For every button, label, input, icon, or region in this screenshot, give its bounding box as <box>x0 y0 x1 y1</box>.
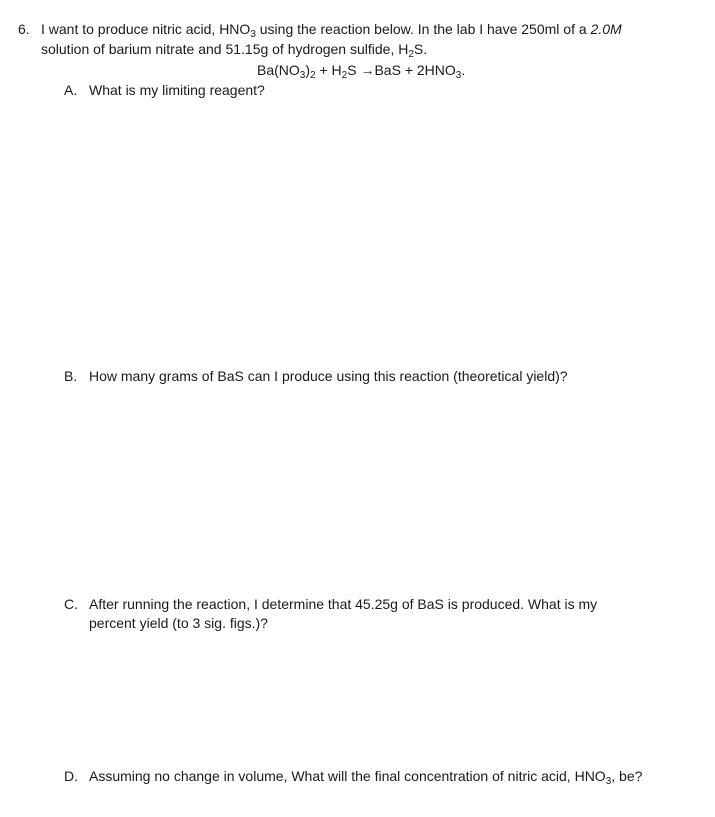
part-b-question: How many grams of BaS can I produce using this reaction (theoretical yield)? <box>89 368 568 384</box>
question-number: 6. <box>18 21 30 37</box>
part-c-question-line-1: After running the reaction, I determine that 45.25g of BaS is produced. What is my <box>89 596 598 612</box>
part-b-letter: B. <box>64 368 78 384</box>
part-d-question: Assuming no change in volume, What will the final concentration of nitric acid, $HNO_3$, be? <box>89 768 643 787</box>
reaction-equation: $Ba(NO_3)_2 + H_2S \to BaS + 2HNO_3$. <box>257 62 466 81</box>
part-c-letter: C. <box>64 596 78 612</box>
reaction-arrow: → <box>360 62 375 78</box>
part-a-letter: A. <box>64 82 78 98</box>
question-line-1: I want to produce nitric acid, $HNO_3$ using the reaction below. In the lab I have 250ml of a 2.0M <box>41 21 622 40</box>
part-c-question-line-2: percent yield (to 3 sig. figs.)? <box>89 615 268 631</box>
part-d-letter: D. <box>64 768 78 784</box>
part-a-question: What is my limiting reagent? <box>89 82 265 98</box>
question-line-2: solution of barium nitrate and 51.15g of hydrogen sulfide, $H_2S$. <box>41 41 428 60</box>
